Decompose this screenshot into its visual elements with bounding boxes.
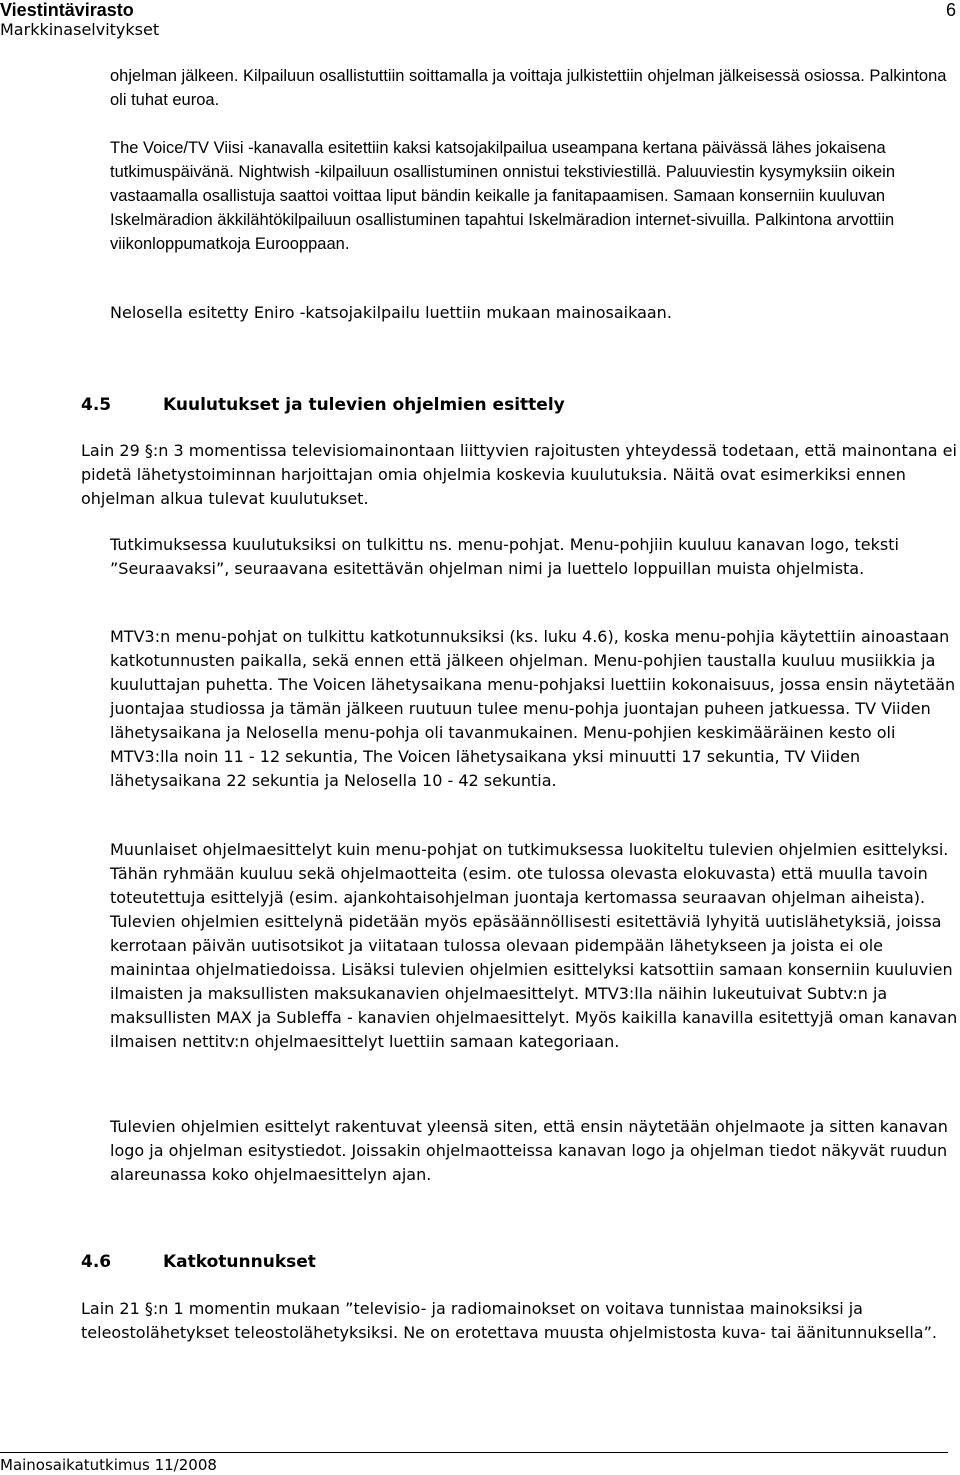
header-subtitle: Markkinaselvitykset: [0, 20, 160, 39]
section-number: 4.6: [81, 1252, 112, 1272]
paragraph-the-voice-contests: The Voice/TV Viisi -kanavalla esitettiin kaksi katsojakilpailua useampana kertana päivässä lähes jokaisena tutkimuspäivänä. Nightwish -kilpailuun osallistuminen onnistui tekstiviestillä. Paluuviestin kysymyksiin oikein vastaamalla osallistuja saattoi voittaa liput bändin keikalle ja fanitapaamisen. Samaan konserniin kuuluvan Iskelmäradion äkkilähtökilpailuun osallistuminen tapahtui Iskelmäradion internet-sivuilla. Palkintona arvottiin viikonloppumatkoja Eurooppaan.: [110, 139, 896, 253]
footer-divider: [0, 1452, 948, 1453]
footer-text: Mainosaikatutkimus 11/2008: [0, 1456, 217, 1474]
paragraph-prize-intro: ohjelman jälkeen. Kilpailuun osallistuttiin soittamalla ja voittaja julkistettiin ohjelman jälkeisessä osiossa. Palkintona oli tuhat euroa.: [110, 67, 947, 109]
paragraph-menu-pohjat: Tutkimuksessa kuulutuksiksi on tulkittu ns. menu-pohjat. Menu-pohjiin kuuluu kanavan logo, teksti ”Seuraavaksi”, seuraavana esitettävän ohjelman nimi ja luettelo loppuillan muista ohjelmista.: [110, 535, 899, 578]
section-heading-4-5: [81, 393, 565, 417]
paragraph-nelonen-eniro: Nelosella esitetty Eniro -katsojakilpailu luettiin mukaan mainosaikaan.: [110, 303, 672, 322]
section-heading-4-6: [81, 1250, 316, 1274]
section-title: Katkotunnukset: [163, 1252, 316, 1272]
paragraph-mtv3-menu: MTV3:n menu-pohjat on tulkittu katkotunnuksiksi (ks. luku 4.6), koska menu-pohjia käytettiin ainoastaan katkotunnusten paikalla, sekä ennen että jälkeen ohjelman. Menu-pohjien taustalla kuuluu musiikkia ja kuuluttajan puhetta. The Voicen lähetysaikana menu-pohjaksi luettiin kokonaisuus, jossa ensin näytetään juontajaa studiossa ja tämän jälkeen ruutuun tulee menu-pohja juontajan puheen jatkuessa. TV Viiden lähetysaikana ja Nelosella menu-pohja oli tavanmukainen. Menu-pohjien keskimääräinen kesto oli MTV3:lla noin 11 - 12 sekuntia, The Voicen lähetysaikana yksi minuutti 17 sekuntia, TV Viiden lähetysaikana 22 sekuntia ja Nelosella 10 - 42 sekuntia.: [110, 627, 956, 790]
paragraph-program-presentations: Muunlaiset ohjelmaesittelyt kuin menu-pohjat on tutkimuksessa luokiteltu tulevien ohjelmien esittelyksi. Tähän ryhmään kuuluu sekä ohjelmaotteita (esim. ote tulossa olevasta elokuvasta) että muulla tavoin toteutettuja esittelyjä (esim. ajankohtaisohjelman juontaja kertomassa seuraavan ohjelman aiheista). Tulevien ohjelmien esittelynä pidetään myös epäsäännöllisesti esitettäviä lyhyitä uutislähetyksiä, joissa kerrotaan päivän uutisotsikot ja viitataan tulossa olevaan pidempään lähetykseen ja joista ei ole mainintaa ohjelmatiedoissa. Lisäksi tulevien ohjelmien esittelyksi katsottiin samaan konserniin kuuluvien ilmaisten ja maksullisten maksukanavien ohjelmaesittelyt. MTV3:lla näihin lukeutuivat Subtv:n ja maksullisten MAX ja Subleffa - kanavien ohjelmaesittelyt. Myös kaikilla kanavilla esitettyjä oman kanavan ilmaisen nettitv:n ohjelmaesittelyt luettiin samaan kategoriaan.: [110, 840, 958, 1051]
paragraph-law-21: Lain 21 §:n 1 momentin mukaan ”televisio- ja radiomainokset on voitava tunnistaa mainoksiksi ja teleostolähetykset teleostolähetyksiksi. Ne on erotettava muusta ohjelmistosta kuva- tai äänitunnuksella”.: [81, 1299, 937, 1342]
section-title: Kuulutukset ja tulevien ohjelmien esittely: [163, 395, 565, 415]
page-number: 6: [945, 0, 956, 20]
header-title: Viestintävirasto: [0, 0, 134, 20]
paragraph-upcoming-structure: Tulevien ohjelmien esittelyt rakentuvat yleensä siten, että ensin näytetään ohjelmaote ja sitten kanavan logo ja ohjelman esitystiedot. Joissakin ohjelmaotteissa kanavan logo ja ohjelman tiedot näkyvät ruudun alareunassa koko ohjelmaesittelyn ajan.: [110, 1117, 948, 1184]
paragraph-law-29: Lain 29 §:n 3 momentissa televisiomainontaan liittyvien rajoitusten yhteydessä todetaan, että mainontana ei pidetä lähetystoiminnan harjoittajan omia ohjelmia koskevia kuulutuksia. Näitä ovat esimerkiksi ennen ohjelman alkua tulevat kuulutukset.: [81, 441, 957, 508]
section-number: 4.5: [81, 395, 112, 415]
